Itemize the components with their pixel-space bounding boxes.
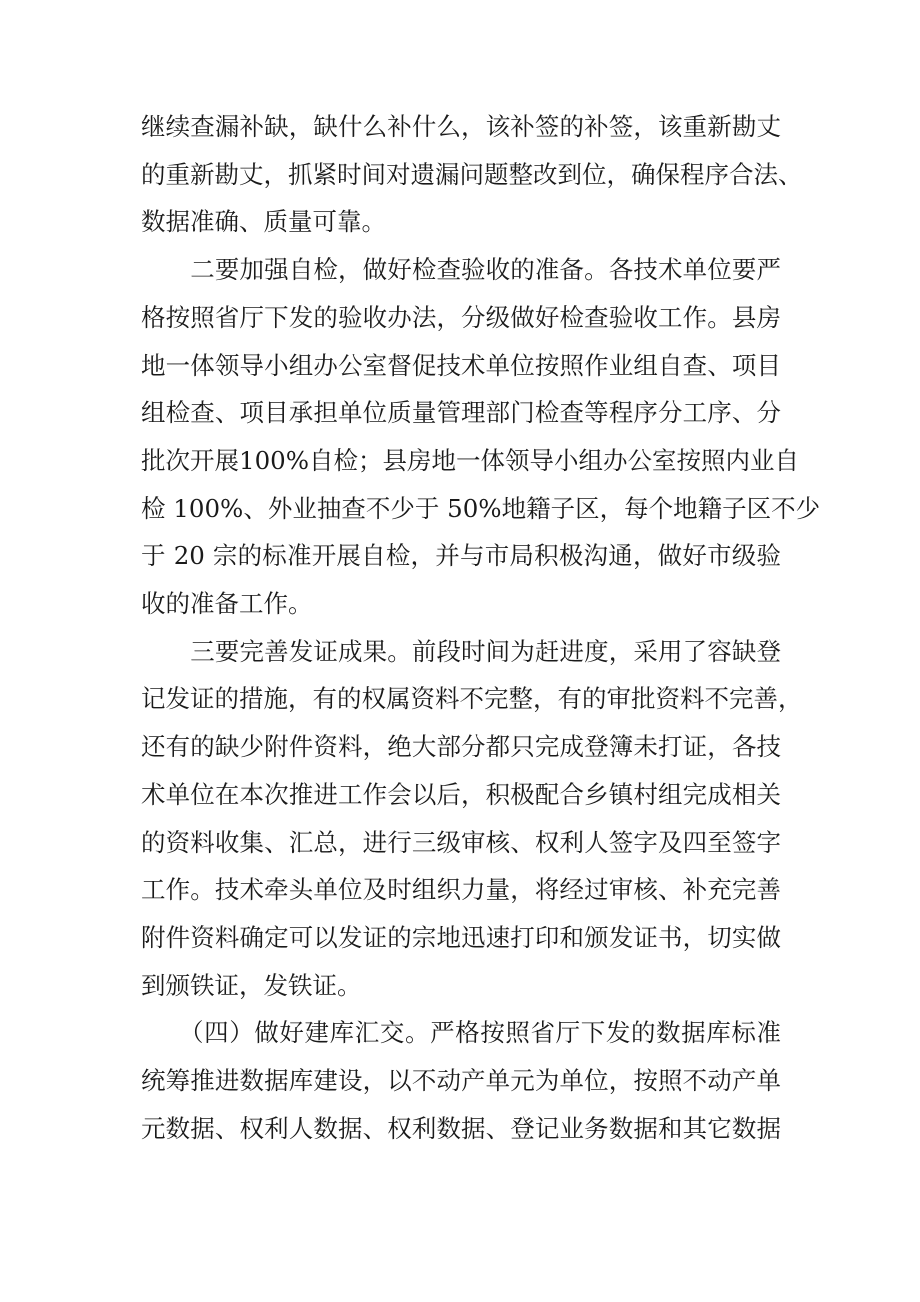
paragraph-2 xyxy=(141,246,821,628)
text-line: 于 20 宗的标准开展自检，并与市局积极沟通，做好市级验 xyxy=(141,541,781,571)
text-line: 统筹推进数据库建设，以不动产单元为单位，按照不动产单 xyxy=(141,1066,781,1096)
text-line: （四）做好建库汇交。严格按照省厅下发的数据库标准 xyxy=(141,1018,781,1048)
text-line: 还有的缺少附件资料，绝大部分都只完成登簿未打证，各技 xyxy=(141,732,781,762)
text-line: 二要加强自检，做好检查验收的准备。各技术单位要严 xyxy=(141,255,781,285)
text-line: 格按照省厅下发的验收办法，分级做好检查验收工作。县房 xyxy=(141,302,781,332)
text-line: 的资料收集、汇总，进行三级审核、权利人签字及四至签字 xyxy=(141,827,781,857)
text-line: 收的准备工作。 xyxy=(141,589,313,619)
paragraph-3 xyxy=(141,628,803,1010)
text-line: 记发证的措施，有的权属资料不完整，有的审批资料不完善， xyxy=(141,684,803,714)
text-line: 检 100%、外业抽查不少于 50%地籍子区，每个地籍子区不少 xyxy=(141,493,821,523)
paragraph-4 xyxy=(141,1009,781,1152)
text-line: 到颁铁证，发铁证。 xyxy=(141,970,362,1000)
text-line: 的重新勘丈，抓紧时间对遗漏问题整改到位，确保程序合法、 xyxy=(141,159,803,189)
document-body xyxy=(141,103,821,1152)
text-line: 地一体领导小组办公室督促技术单位按照作业组自查、项目 xyxy=(141,350,781,380)
text-line: 三要完善发证成果。前段时间为赶进度，采用了容缺登 xyxy=(141,636,781,666)
text-line: 附件资料确定可以发证的宗地迅速打印和颁发证书，切实做 xyxy=(141,922,781,952)
text-line: 继续查漏补缺，缺什么补什么，该补签的补签，该重新勘丈 xyxy=(141,112,781,141)
text-line: 数据准确、质量可靠。 xyxy=(141,207,386,237)
text-line: 元数据、权利人数据、权利数据、登记业务数据和其它数据 xyxy=(141,1113,781,1143)
text-line: 工作。技术牵头单位及时组织力量，将经过审核、补充完善 xyxy=(141,875,781,905)
text-line: 批次开展100%自检；县房地一体领导小组办公室按照内业自 xyxy=(141,445,800,475)
text-line: 组检查、项目承担单位质量管理部门检查等程序分工序、分 xyxy=(141,398,781,428)
text-line: 术单位在本次推进工作会以后，积极配合乡镇村组完成相关 xyxy=(141,779,781,809)
paragraph-1 xyxy=(141,103,803,246)
